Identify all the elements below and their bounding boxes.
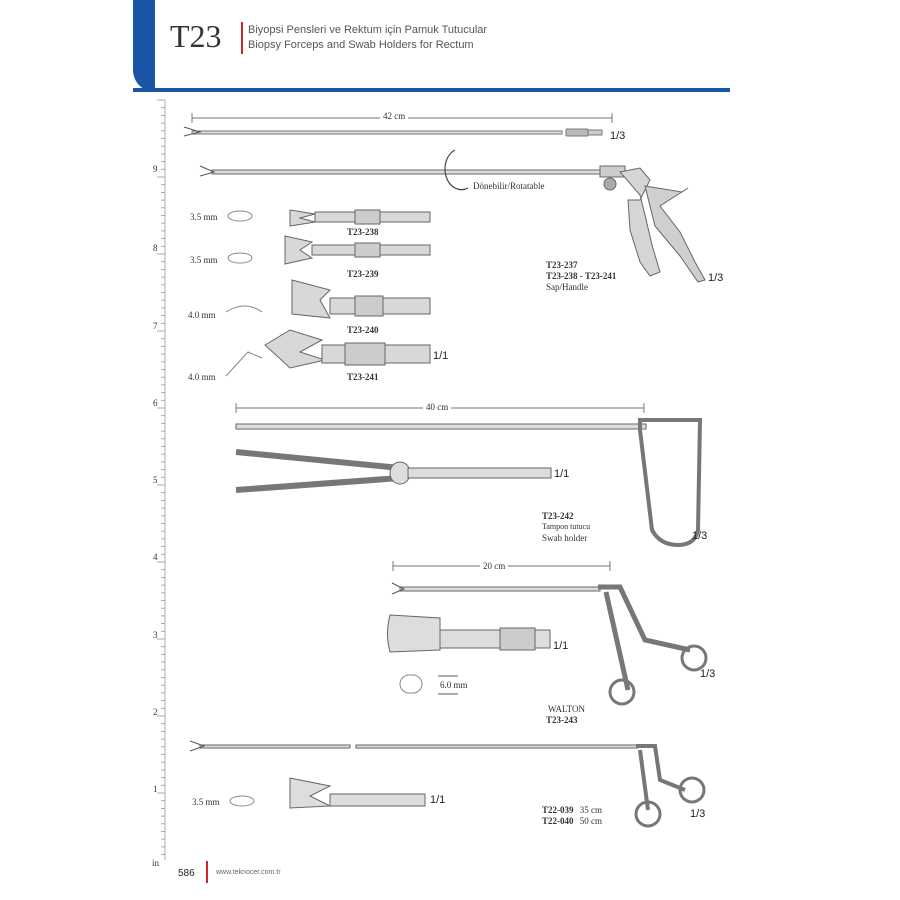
tip-scale-ratio: 1/1 (553, 640, 569, 652)
tip-t23-241 (226, 330, 430, 376)
ruler-label: 8 (153, 243, 158, 253)
dimension-label: 40 cm (423, 402, 451, 412)
tip-code: T23-238 (347, 227, 379, 237)
ruler-label: 1 (153, 784, 158, 794)
long-forceps (190, 741, 704, 826)
product-code: T22-039 (542, 805, 574, 815)
ruler-label: 7 (153, 321, 158, 331)
scale-ratio: 1/3 (708, 272, 724, 284)
scale-ratio: 1/3 (610, 130, 626, 142)
walton-forceps (388, 583, 707, 704)
tip-code: T23-239 (347, 269, 379, 279)
handle-label: Sap/Handle (546, 282, 588, 292)
label-english: Swab holder (542, 533, 588, 543)
tip-size: 6.0 mm (440, 680, 468, 690)
ruler-label: 6 (153, 398, 158, 408)
tip-size: 4.0 mm (188, 372, 216, 382)
scale-ratio: 1/3 (690, 808, 706, 820)
tip-size: 3.5 mm (190, 255, 218, 265)
ruler-label: 4 (153, 552, 158, 562)
footer-url[interactable]: www.teknocer.com.tr (216, 869, 281, 876)
ruler-label: 9 (153, 164, 158, 174)
section-code: T23 (170, 18, 222, 54)
product-code: T22-040 (542, 816, 574, 826)
ruler-label: 2 (153, 707, 158, 717)
tip-t23-238 (228, 210, 430, 226)
scale-ratio: 1/3 (692, 530, 708, 542)
title-turkish: Biyopsi Pensleri ve Rektum için Pamuk Tutucular (248, 24, 488, 36)
swab-holder (236, 420, 700, 545)
product-length: 35 cm (579, 805, 602, 815)
product-row (542, 805, 602, 815)
scale-ratio: 1/3 (700, 668, 716, 680)
ruler (157, 100, 165, 860)
page-number: 586 (178, 868, 195, 879)
tip-t23-240 (226, 280, 430, 318)
tip-size: 4.0 mm (188, 310, 216, 320)
ruler-label: in (152, 858, 160, 868)
product-code: T23-242 (542, 511, 574, 521)
ruler-label: 5 (153, 475, 158, 485)
tip-size: 3.5 mm (192, 797, 220, 807)
tip-size: 3.5 mm (190, 212, 218, 222)
tip-code: T23-241 (347, 372, 379, 382)
label-turkish: Tampon tutucu (542, 522, 591, 531)
product-code: T23-237 (546, 260, 578, 270)
dimension-label: 42 cm (380, 111, 408, 121)
product-code-range: T23-238 - T23-241 (546, 271, 617, 281)
forceps-shaft-top (184, 127, 602, 136)
tip-scale-ratio: 1/1 (430, 794, 446, 806)
rotatable-label: Dönebilir/Rotatable (473, 181, 545, 191)
dimension-label: 20 cm (480, 561, 508, 571)
product-code: T23-243 (546, 715, 578, 725)
product-length: 50 cm (579, 816, 602, 826)
product-row (542, 816, 602, 826)
product-name: WALTON (548, 704, 586, 714)
tip-scale-ratio: 1/1 (433, 350, 449, 362)
tip-code: T23-240 (347, 325, 379, 335)
tip-t23-239 (228, 236, 430, 264)
forceps-with-handle (200, 150, 705, 282)
footer-divider (206, 861, 208, 883)
ruler-label: 3 (153, 630, 158, 640)
title-english: Biopsy Forceps and Swab Holders for Rectum (248, 39, 474, 51)
tip-scale-ratio: 1/1 (554, 468, 570, 480)
